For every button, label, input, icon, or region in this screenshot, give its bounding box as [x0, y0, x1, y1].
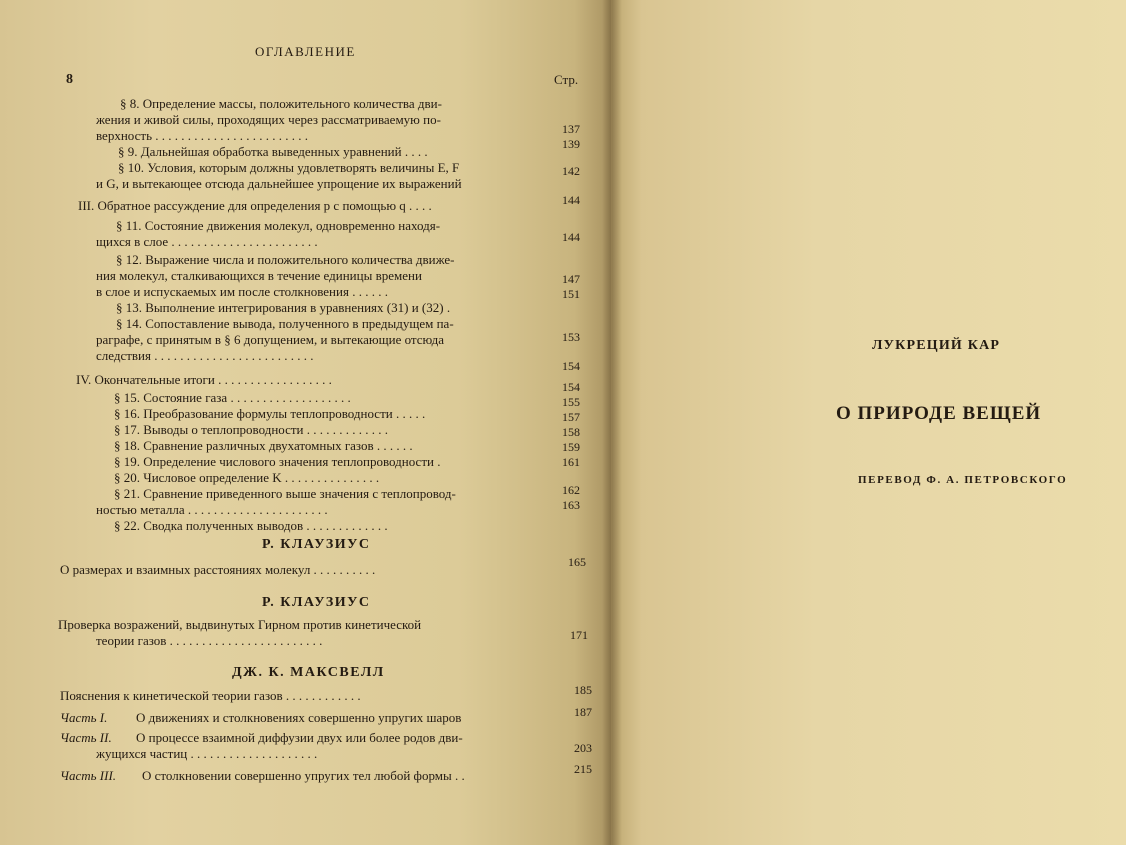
toc-line: § 22. Сводка полученных выводов . . . . . . . . . . . . . [114, 518, 388, 533]
part-title: жущихся частиц . . . . . . . . . . . . . . . . . . . . [96, 746, 318, 761]
part-title: О движениях и столкновениях совершенно упругих шаров [136, 710, 462, 725]
page-ref: 151 [562, 287, 580, 301]
toc-line: О размерах и взаимных расстояниях молекул . . . . . . . . . . [60, 562, 376, 577]
toc-line: жения и живой силы, проходящих через рассматриваемую по- [96, 112, 441, 127]
page-ref: 185 [574, 683, 592, 697]
toc-line: III. Обратное рассуждение для определения p с помощью q . . . . [78, 198, 432, 213]
page-ref: 144 [562, 193, 580, 207]
toc-line: § 18. Сравнение различных двухатомных газов . . . . . . [114, 438, 413, 453]
page-number: 8 [66, 72, 73, 87]
page-ref: 159 [562, 440, 580, 454]
page-ref: 147 [562, 272, 580, 286]
page-ref: 165 [568, 555, 586, 569]
toc-line: верхность . . . . . . . . . . . . . . . . . . . . . . . . [96, 128, 308, 143]
toc-line: § 11. Состояние движения молекул, одновременно находя- [116, 218, 441, 233]
toc-line: теории газов . . . . . . . . . . . . . . . . . . . . . . . . [96, 633, 323, 648]
page-ref: 154 [562, 359, 580, 373]
toc-line: § 21. Сравнение приведенного выше значения с теплопровод- [114, 486, 456, 501]
toc-line: ния молекул, сталкивающихся в течение единицы времени [96, 268, 422, 283]
page-ref: 154 [562, 380, 580, 394]
toc-line: Проверка возражений, выдвинутых Гирном против кинетической [58, 617, 422, 632]
page-ref: 139 [562, 137, 580, 151]
toc-line: § 13. Выполнение интегрирования в уравнениях (31) и (32) . [116, 300, 451, 315]
page-ref: 137 [562, 122, 580, 136]
book-translator: ПЕРЕВОД Ф. А. ПЕТРОВСКОГО [858, 474, 1068, 486]
page-ref: 157 [562, 410, 580, 424]
toc-line: § 16. Преобразование формулы теплопроводности . . . . . [114, 406, 426, 421]
page-ref: 215 [574, 762, 592, 776]
toc-line: § 9. Дальнейшая обработка выведенных уравнений . . . . [118, 144, 428, 159]
page-ref: 162 [562, 483, 580, 497]
book-gutter [602, 0, 622, 845]
page-ref: 158 [562, 425, 580, 439]
toc-line: § 20. Числовое определение K . . . . . . . . . . . . . . . [114, 470, 380, 485]
toc-line: Пояснения к кинетической теории газов . . . . . . . . . . . . [60, 688, 361, 703]
book-author: ЛУКРЕЦИЙ КАР [872, 338, 1001, 353]
page-ref: 203 [574, 741, 592, 755]
toc-line: § 14. Сопоставление вывода, полученного в предыдущем па- [116, 316, 454, 331]
toc-line: следствия . . . . . . . . . . . . . . . . . . . . . . . . . [96, 348, 314, 363]
book-title: О ПРИРОДЕ ВЕЩЕЙ [836, 403, 1042, 424]
toc-line: § 15. Состояние газа . . . . . . . . . . . . . . . . . . . [114, 390, 351, 405]
page-ref: 144 [562, 230, 580, 244]
page-ref: 163 [562, 498, 580, 512]
running-head: ОГЛАВЛЕНИЕ [255, 44, 356, 59]
page-ref: 171 [570, 628, 588, 642]
page-ref: 187 [574, 705, 592, 719]
toc-line: в слое и испускаемых им после столкновения . . . . . . [96, 284, 388, 299]
toc-line: § 19. Определение числового значения теплопроводности . [114, 454, 441, 469]
toc-line: раграфе, с принятым в § 6 допущением, и вытекающие отсюда [96, 332, 444, 347]
page-column-label: Стр. [554, 72, 579, 87]
page-ref: 153 [562, 330, 580, 344]
toc-line: § 10. Условия, которым должны удовлетворять величины E, F [118, 160, 460, 175]
part-label: Часть I. [60, 710, 108, 725]
part-label: Часть II. [60, 730, 112, 745]
toc-line: § 8. Определение массы, положительного количества дви- [120, 96, 442, 111]
toc-line: и G, и вытекающее отсюда дальнейшее упрощение их выражений [96, 176, 462, 191]
toc-line: ностью металла . . . . . . . . . . . . . . . . . . . . . . [96, 502, 328, 517]
section-heading: Р. КЛАУЗИУС [262, 537, 371, 552]
section-heading: ДЖ. К. МАКСВЕЛЛ [232, 665, 385, 680]
toc-line: IV. Окончательные итоги . . . . . . . . . . . . . . . . . . [76, 372, 332, 387]
toc-line: § 12. Выражение числа и положительного количества движе- [116, 252, 455, 267]
toc-line: щихся в слое . . . . . . . . . . . . . . . . . . . . . . . [96, 234, 318, 249]
part-title: О процессе взаимной диффузии двух или более родов дви- [136, 730, 463, 745]
section-heading: Р. КЛАУЗИУС [262, 595, 371, 610]
page-ref: 142 [562, 164, 580, 178]
part-title: О столкновении совершенно упругих тел любой формы . . [142, 768, 465, 783]
part-label: Часть III. [60, 768, 117, 783]
toc-line: § 17. Выводы о теплопроводности . . . . . . . . . . . . . [114, 422, 389, 437]
page-ref: 155 [562, 395, 580, 409]
page-ref: 161 [562, 455, 580, 469]
